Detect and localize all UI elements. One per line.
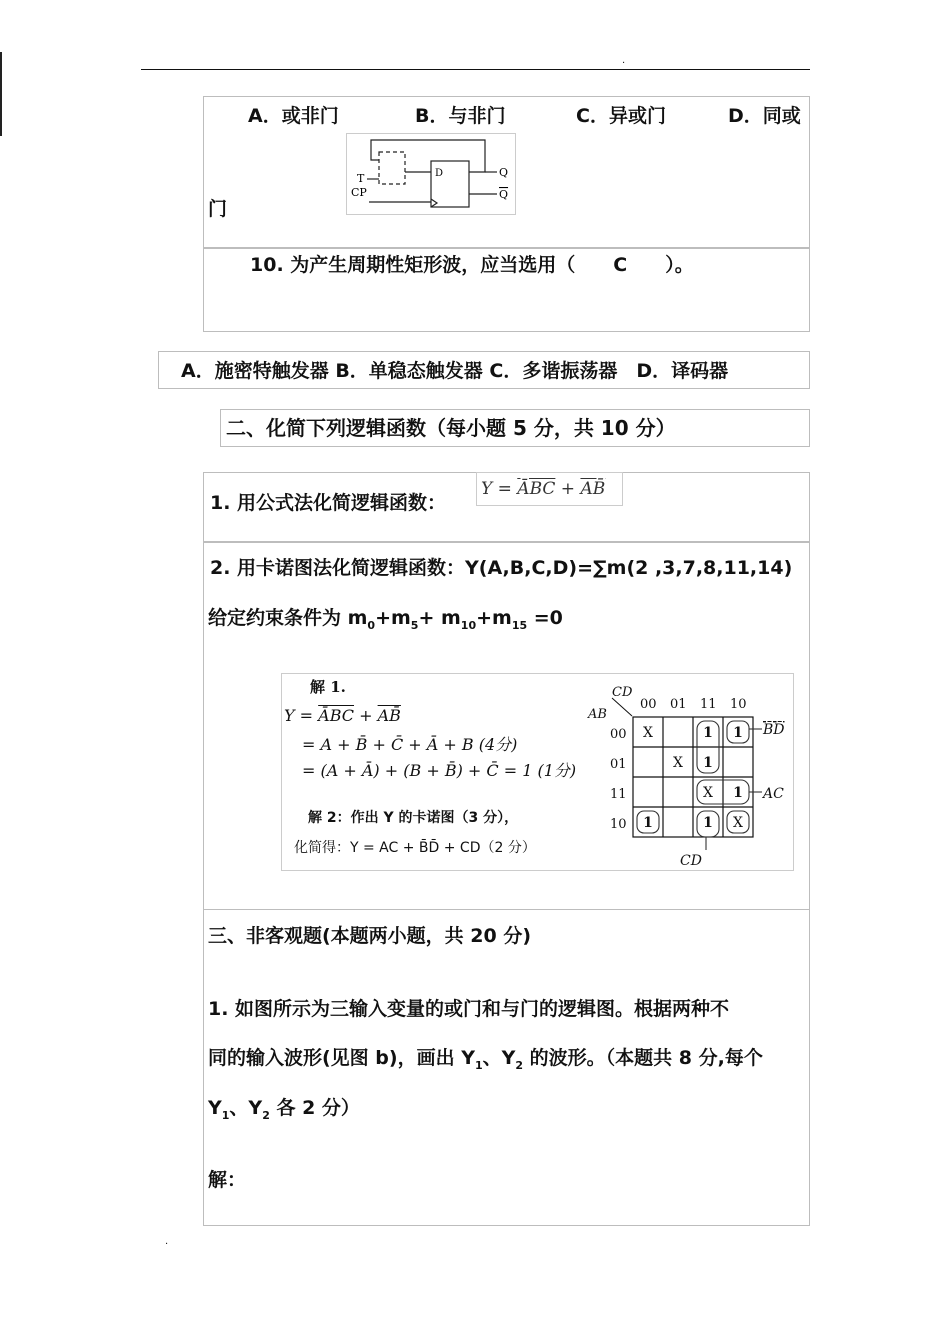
solution-line-1 (284, 706, 401, 725)
circuit-label-d: D (435, 168, 444, 179)
kmap-cell-r3-c2: 1 (703, 815, 713, 831)
section3-q1-line3 (208, 1093, 360, 1122)
q1-line3-sub1: 1 (221, 1108, 230, 1122)
q10-options: A．施密特触发器 B．单稳态触发器 C．多谐振荡器 D．译码器 (181, 360, 729, 382)
q9-option-b: B．与非门 (415, 105, 506, 127)
constraint-plus-3: +m (476, 607, 512, 629)
solution-y: Y = (284, 706, 314, 725)
karnaugh-map (582, 674, 794, 871)
kmap-cell-r0-c3: 1 (733, 725, 743, 741)
circuit-label-q: Q (499, 166, 509, 179)
kmap-cell-r2-c3: 1 (733, 785, 743, 801)
section3-q1-line1: 1. 如图所示为三输入变量的或门和与门的逻辑图。根据两种不 (208, 998, 730, 1020)
solution-heading-2: 解 2：作出 Y 的卡诺图（3 分）， (308, 810, 519, 826)
constraint-plus-1: +m (375, 607, 411, 629)
constraint-sub-5: 5 (410, 618, 419, 632)
left-margin-bar (0, 52, 2, 136)
section2-q1-text: 1. 用公式法化简逻辑函数： (210, 492, 447, 514)
circuit-label-cp: CP (351, 186, 367, 199)
q9-option-c: C．异或门 (576, 105, 666, 127)
q10-answer: C (613, 254, 628, 276)
solution-plus: + (359, 706, 373, 725)
solution-figure (281, 673, 794, 871)
section2-q1-formula (476, 472, 623, 506)
kmap-cell-r1-c2: 1 (703, 755, 713, 771)
q1-line2-sub2: 2 (515, 1058, 524, 1072)
q1-line3-c: 各 2 分） (269, 1097, 360, 1119)
q9-option-d: D．同或 (728, 105, 801, 127)
kmap-col-00: 00 (640, 697, 657, 712)
flipflop-circuit-figure (346, 133, 516, 215)
kmap-cell-r3-c0: 1 (643, 815, 653, 831)
section3-answer-label: 解： (208, 1169, 247, 1191)
kmap-label-ac: AC (763, 786, 784, 802)
q10-stem-text: 10. 为产生周期性矩形波，应当选用（ (250, 254, 576, 276)
kmap-loops (637, 721, 762, 850)
solution-term2: AB̄ (377, 706, 401, 725)
kmap-cell-r1-c1: X (673, 755, 683, 771)
solution-heading-1: 解 1. (310, 678, 346, 696)
q10-close: ）。 (665, 254, 694, 276)
q9-option-a: A．或非门 (248, 105, 339, 127)
section2-title: 二、化简下列逻辑函数（每小题 5 分，共 10 分） (226, 416, 676, 440)
solution-term1: $\overline{ĀBC}$ (318, 706, 355, 725)
section3-title: 三、非客观题(本题两小题，共 20 分) (208, 925, 532, 947)
kmap-label-cd: CD (680, 853, 702, 869)
section3-q1-line2 (208, 1043, 763, 1072)
kmap-col-01: 01 (670, 697, 687, 712)
constraint-eq: =0 (527, 607, 563, 629)
constraint-prefix: 给定约束条件为 m (208, 607, 368, 629)
section2-q2-line2 (208, 603, 563, 632)
circuit-label-t: T (357, 172, 365, 185)
kmap-cell-r0-c2: 1 (703, 725, 713, 741)
footer-dot: . (165, 1236, 169, 1247)
formula-y: Y (481, 479, 493, 499)
q1-line2-a: 同的输入波形(见图 b)，画出 Y (208, 1047, 475, 1069)
flipflop-circuit-svg (347, 134, 515, 214)
formula-term1: $\overline{ĀBC}$ (517, 479, 556, 499)
kmap-row-01: 01 (610, 757, 627, 772)
formula-plus: + (560, 479, 576, 499)
q1-line3-a: Y (208, 1097, 222, 1119)
q9-option-d-continued: 门 (208, 198, 228, 220)
header-dot: . (622, 55, 626, 66)
constraint-sub-15: 15 (511, 618, 528, 632)
kmap-cell-r3-c3: X (733, 815, 743, 831)
kmap-ab-header: AB (588, 707, 607, 722)
kmap-row-10: 10 (610, 817, 627, 832)
q1-line3-b: 、Y (229, 1097, 263, 1119)
q1-line2-b: 、Y (482, 1047, 516, 1069)
circuit-label-qbar: Q (499, 188, 509, 201)
kmap-row-11: 11 (610, 787, 627, 802)
section2-q2-line1: 2. 用卡诺图法化简逻辑函数：Y(A,B,C,D)=∑m(2 ,3,7,8,11,14) (210, 557, 793, 579)
kmap-cell-r0-c0: X (643, 725, 653, 741)
constraint-plus-2: + m (418, 607, 461, 629)
kmap-row-00: 00 (610, 727, 627, 742)
kmap-cell-r2-c2: X (703, 785, 713, 801)
formula-eq: = (497, 479, 512, 499)
solution-line-2: = A + B̄ + C̄ + Ā + B (4分) (302, 735, 518, 754)
q1-line3-sub2: 2 (262, 1108, 270, 1122)
constraint-sub-0: 0 (367, 618, 376, 632)
kmap-cd-header: CD (612, 685, 633, 700)
kmap-col-11: 11 (700, 697, 717, 712)
q1-line2-c: 的波形。（本题共 8 分,每个 (523, 1047, 763, 1069)
q1-line2-sub1: 1 (474, 1058, 483, 1072)
formula-term2: AB̄ (580, 479, 606, 499)
header-rule (141, 69, 810, 70)
kmap-col-10: 10 (730, 697, 747, 712)
kmap-label-bd: B̄D̄ (763, 722, 785, 738)
solution-line-3: = (A + Ā) + (B + B̄) + C̄ = 1 (1分) (302, 761, 577, 780)
q10-stem (250, 250, 694, 277)
solution-result: 化简得：Y = AC + B̄D̄ + CD（2 分） (294, 840, 536, 856)
constraint-sub-10: 10 (460, 618, 477, 632)
